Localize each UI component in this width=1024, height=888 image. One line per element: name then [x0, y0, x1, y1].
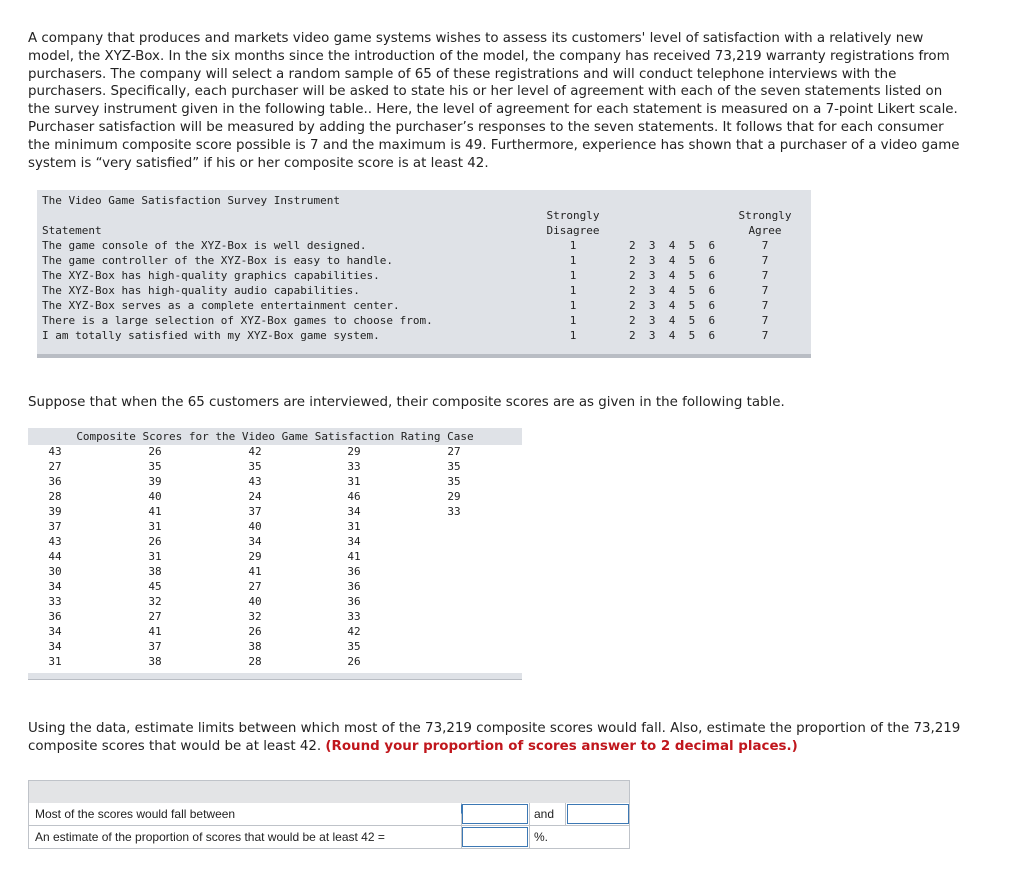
- scale-value-7: 7: [761, 284, 769, 297]
- survey-statement: The game console of the XYZ-Box is well designed.: [42, 239, 367, 252]
- scale-value-1: 1: [569, 284, 577, 297]
- survey-statement: The XYZ-Box has high-quality audio capabilities.: [42, 284, 360, 297]
- question-text: [28, 720, 988, 756]
- scale-value-1: 1: [569, 329, 577, 342]
- score-cell: 41: [148, 505, 162, 518]
- scale-values-2-6: 2 3 4 5 6: [629, 284, 716, 297]
- scale-values-2-6: 2 3 4 5 6: [629, 254, 716, 267]
- score-cell: 39: [48, 505, 62, 518]
- answer-row-proportion: [28, 826, 630, 849]
- score-cell: 35: [447, 475, 461, 488]
- score-cell: 41: [347, 550, 361, 563]
- score-cell: 32: [248, 610, 262, 623]
- upper-limit-input[interactable]: [567, 804, 629, 824]
- problem-intro: A company that produces and markets video game systems wishes to assess its customers' level of satisfaction with a relatively new model, the XYZ-Box. In the six months since the introduction of the model, the company has received 73,219 warranty registrations from purchasers. The company will select a random sample of 65 of these registrations and will conduct telephone interviews with the purchasers. Specifically, each purchaser will be asked to state his or her level of agreement with each of the seven statements listed on the survey instrument given in the following table.. Here, the level of agreement for each statement is measured on a 7-point Likert scale. Purchaser satisfaction will be measured by adding the purchaser’s responses to the seven statements. It follows that for each consumer the minimum composite score possible is 7 and the maximum is 49. Furthermore, experience has shown that a purchaser of a video game system is “very satisfied” if his or her composite score is at least 42.: [28, 31, 960, 171]
- score-cell: 35: [148, 460, 162, 473]
- score-cell: 33: [447, 505, 461, 518]
- score-cell: 31: [148, 520, 162, 533]
- score-cell: 33: [347, 610, 361, 623]
- survey-statement: The game controller of the XYZ-Box is easy to handle.: [42, 254, 393, 267]
- survey-statement: I am totally satisfied with my XYZ-Box game system.: [42, 329, 380, 342]
- strongly-disagree-label-1: Strongly: [546, 209, 600, 222]
- and-label: and: [534, 807, 555, 821]
- strongly-disagree-label-2: Disagree: [546, 224, 600, 237]
- divider: [565, 803, 566, 825]
- score-cell: 36: [48, 610, 62, 623]
- score-cell: 35: [248, 460, 262, 473]
- score-cell: 36: [347, 565, 361, 578]
- lower-limit-input[interactable]: [462, 804, 528, 824]
- score-cell: 31: [48, 655, 62, 668]
- score-cell: 40: [148, 490, 162, 503]
- score-cell: 34: [347, 505, 361, 518]
- score-cell: 42: [347, 625, 361, 638]
- scores-table-title: Composite Scores for the Video Game Satisfaction Rating Case: [28, 428, 522, 445]
- scale-value-7: 7: [761, 269, 769, 282]
- scale-values-2-6: 2 3 4 5 6: [629, 329, 716, 342]
- score-cell: 34: [48, 625, 62, 638]
- score-cell: 38: [248, 640, 262, 653]
- scale-value-7: 7: [761, 329, 769, 342]
- survey-statement: The XYZ-Box has high-quality graphics capabilities.: [42, 269, 380, 282]
- question-body: Using the data, estimate limits between which most of the 73,219 composite scores would fall. Also, estimate the proportion of the 73,219 composite scores that would be at least 42.: [28, 721, 961, 754]
- score-cell: 36: [347, 580, 361, 593]
- rounding-hint: (Round your proportion of scores answer to 2 decimal places.): [325, 739, 798, 754]
- score-cell: 29: [248, 550, 262, 563]
- score-cell: 40: [248, 595, 262, 608]
- score-cell: 42: [248, 445, 262, 458]
- score-cell: 43: [48, 535, 62, 548]
- answer-table: [28, 780, 630, 852]
- answer-table-header: [28, 780, 630, 804]
- score-cell: 28: [248, 655, 262, 668]
- scale-values-2-6: 2 3 4 5 6: [629, 299, 716, 312]
- scale-value-7: 7: [761, 239, 769, 252]
- scale-value-1: 1: [569, 299, 577, 312]
- score-cell: 41: [148, 625, 162, 638]
- score-cell: 29: [447, 490, 461, 503]
- score-cell: 28: [48, 490, 62, 503]
- score-cell: 29: [347, 445, 361, 458]
- score-cell: 39: [148, 475, 162, 488]
- score-cell: 26: [347, 655, 361, 668]
- score-cell: 27: [248, 580, 262, 593]
- score-cell: 26: [148, 445, 162, 458]
- score-cell: 33: [347, 460, 361, 473]
- score-cell: 35: [447, 460, 461, 473]
- proportion-label: An estimate of the proportion of scores that would be at least 42 =: [35, 830, 385, 844]
- score-cell: 27: [48, 460, 62, 473]
- score-cell: 40: [248, 520, 262, 533]
- score-cell: 37: [48, 520, 62, 533]
- score-cell: 41: [248, 565, 262, 578]
- score-cell: 43: [48, 445, 62, 458]
- score-cell: 36: [347, 595, 361, 608]
- percent-unit: %.: [534, 830, 549, 844]
- scale-value-1: 1: [569, 254, 577, 267]
- scale-value-1: 1: [569, 239, 577, 252]
- answer-row-limits: [28, 803, 630, 826]
- scale-values-2-6: 2 3 4 5 6: [629, 239, 716, 252]
- score-cell: 31: [347, 475, 361, 488]
- survey-statement: There is a large selection of XYZ-Box games to choose from.: [42, 314, 433, 327]
- score-cell: 34: [48, 580, 62, 593]
- score-cell: 34: [248, 535, 262, 548]
- scale-value-1: 1: [569, 314, 577, 327]
- score-cell: 26: [148, 535, 162, 548]
- strongly-agree-label-1: Strongly: [738, 209, 792, 222]
- divider: [529, 826, 530, 848]
- score-cell: 38: [148, 655, 162, 668]
- score-cell: 34: [48, 640, 62, 653]
- score-cell: 27: [447, 445, 461, 458]
- survey-title: The Video Game Satisfaction Survey Instrument: [42, 194, 341, 207]
- strongly-agree-label-2: Agree: [748, 224, 782, 237]
- score-cell: 26: [248, 625, 262, 638]
- score-cell: 37: [148, 640, 162, 653]
- proportion-input[interactable]: [462, 827, 528, 847]
- score-cell: 32: [148, 595, 162, 608]
- divider: [529, 803, 530, 825]
- score-cell: 30: [48, 565, 62, 578]
- score-cell: 44: [48, 550, 62, 563]
- scale-value-7: 7: [761, 299, 769, 312]
- composite-scores-table: [28, 428, 522, 678]
- score-cell: 46: [347, 490, 361, 503]
- scale-value-1: 1: [569, 269, 577, 282]
- limits-label: Most of the scores would fall between: [35, 807, 236, 821]
- scale-value-7: 7: [761, 314, 769, 327]
- score-cell: 35: [347, 640, 361, 653]
- score-cell: 43: [248, 475, 262, 488]
- survey-instrument-table: [37, 190, 811, 358]
- score-cell: 38: [148, 565, 162, 578]
- survey-statement: The XYZ-Box serves as a complete entertainment center.: [42, 299, 400, 312]
- interview-text: Suppose that when the 65 customers are interviewed, their composite scores are as given in the following table.: [28, 395, 785, 410]
- score-cell: 33: [48, 595, 62, 608]
- scale-values-2-6: 2 3 4 5 6: [629, 269, 716, 282]
- score-cell: 36: [48, 475, 62, 488]
- score-cell: 37: [248, 505, 262, 518]
- scale-values-2-6: 2 3 4 5 6: [629, 314, 716, 327]
- scale-value-7: 7: [761, 254, 769, 267]
- score-cell: 34: [347, 535, 361, 548]
- scores-table-footer: [28, 673, 522, 680]
- score-cell: 31: [148, 550, 162, 563]
- score-cell: 24: [248, 490, 262, 503]
- score-cell: 45: [148, 580, 162, 593]
- score-cell: 27: [148, 610, 162, 623]
- score-cell: 31: [347, 520, 361, 533]
- statement-header: Statement: [42, 224, 102, 237]
